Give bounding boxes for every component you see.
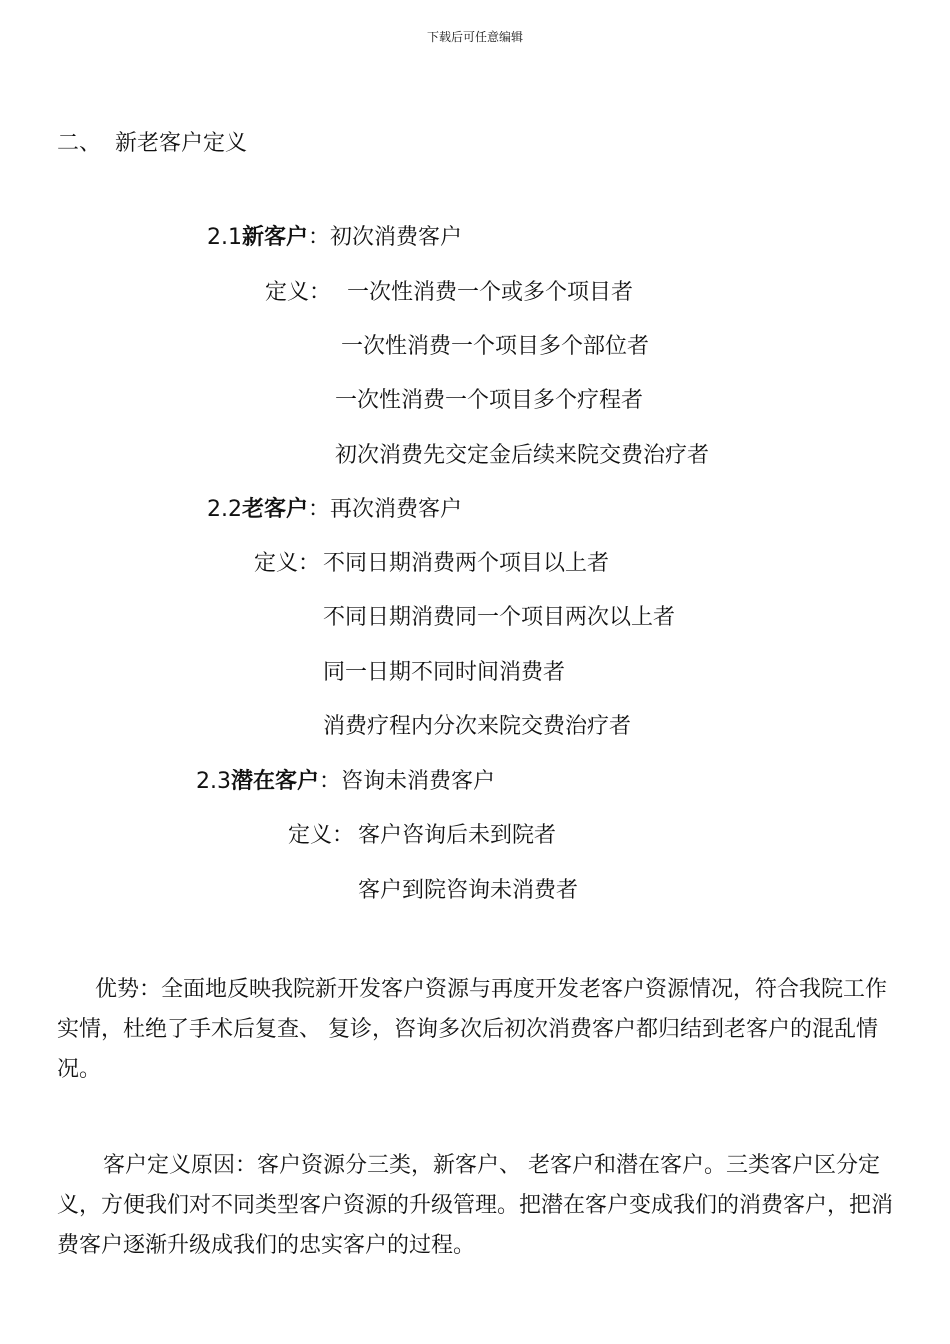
new-customer-heading [207,223,462,253]
section-number: 二、 [57,131,102,156]
old-customer-def-2: 不同日期消费同一个项目两次以上者 [323,605,676,630]
old-customer-sep: ： [308,497,331,522]
new-customer-def-1: 一次性消费一个或多个项目者 [347,280,634,305]
old-customer-name: 老客户 [242,497,309,522]
new-customer-num: 2.1 [207,225,242,250]
old-customer-heading [207,495,462,525]
potential-customer-num: 2.3 [196,769,231,794]
potential-customer-desc: 咨询未消费客户 [341,769,496,794]
old-customer-def-1: 不同日期消费两个项目以上者 [323,551,610,576]
old-customer-def-4: 消费疗程内分次来院交费治疗者 [323,714,632,739]
new-customer-desc: 初次消费客户 [330,225,463,250]
page-header: 下载后可任意编辑 [426,30,523,44]
new-customer-def-2: 一次性消费一个项目多个部位者 [341,334,650,359]
potential-customer-def-1: 客户咨询后未到院者 [358,823,557,848]
new-customer-def-label: 定义： [265,280,332,305]
potential-customer-name: 潜在客户 [231,769,320,794]
old-customer-desc: 再次消费客户 [330,497,463,522]
new-customer-def-3: 一次性消费一个项目多个疗程者 [335,388,644,413]
potential-customer-heading [196,767,495,797]
old-customer-num: 2.2 [207,497,242,522]
new-customer-sep: ： [308,225,331,250]
potential-customer-sep: ： [319,769,342,794]
new-customer-def-4: 初次消费先交定金后续来院交费治疗者 [335,443,710,468]
section-title: 新老客户定义 [115,131,248,156]
potential-customer-def-label: 定义： [288,823,355,848]
reason-paragraph: 客户定义原因：客户资源分三类，新客户、 老客户和潜在客户。三类客户区分定义，方便我们对不同类型客户资源的升级管理。把潜在客户变成我们的消费客户，把消费客户逐渐升级成我们的忠实客户的过程。 [57,1153,894,1258]
potential-customer-def-2: 客户到院咨询未消费者 [358,878,579,903]
new-customer-name: 新客户 [242,225,309,250]
advantage-paragraph: 优势：全面地反映我院新开发客户资源与再度开发老客户资源情况，符合我院工作实情，杜绝了手术后复查、 复诊，咨询多次后初次消费客户都归结到老客户的混乱情况。 [57,977,888,1082]
old-customer-def-3: 同一日期不同时间消费者 [323,660,566,685]
old-customer-def-label: 定义： [254,551,321,576]
